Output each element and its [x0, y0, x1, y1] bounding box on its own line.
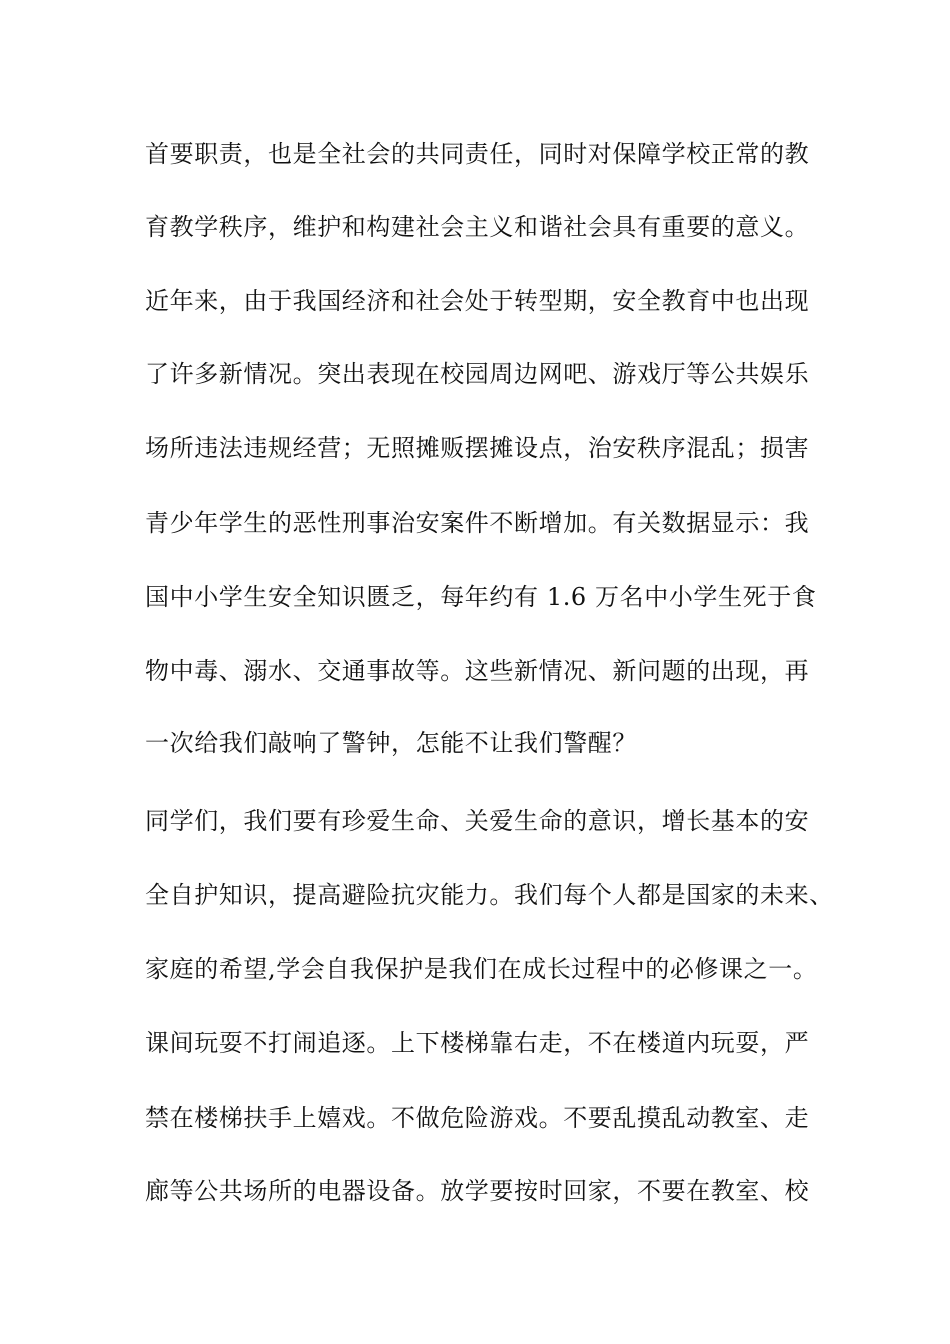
text-line-14: 禁在楼梯扶手上嬉戏。不做危险游戏。不要乱摸乱动教室、走: [145, 1104, 810, 1132]
text-line-1: 首要职责，也是全社会的共同责任，同时对保障学校正常的教: [145, 140, 810, 168]
text-line-4: 了许多新情况。突出表现在校园周边网吧、游戏厅等公共娱乐: [145, 360, 810, 388]
text-line-6: 青少年学生的恶性刑事治安案件不断增加。有关数据显示：我: [145, 509, 810, 537]
text-line-11: 全自护知识，提高避险抗灾能力。我们每个人都是国家的未来、: [145, 881, 834, 909]
text-line-3: 近年来，由于我国经济和社会处于转型期，安全教育中也出现: [145, 287, 810, 315]
text-line-12: 家庭的希望,学会自我保护是我们在成长过程中的必修课之一。: [145, 955, 818, 983]
text-line-10: 同学们，我们要有珍爱生命、关爱生命的意识，增长基本的安: [145, 807, 810, 835]
text-line-13: 课间玩耍不打闹追逐。上下楼梯靠右走，不在楼道内玩耍，严: [145, 1029, 810, 1057]
text-line-9: 一次给我们敲响了警钟，怎能不让我们警醒？: [145, 729, 637, 757]
text-line-8: 物中毒、溺水、交通事故等。这些新情况、新问题的出现，再: [145, 657, 810, 685]
text-line-7: 国中小学生安全知识匮乏，每年约有 1.6 万名中小学生死于食: [145, 583, 817, 611]
text-line-2: 育教学秩序，维护和构建社会主义和谐社会具有重要的意义。: [145, 213, 810, 241]
text-line-5: 场所违法违规经营；无照摊贩摆摊设点，治安秩序混乱；损害: [145, 434, 810, 462]
text-line-15: 廊等公共场所的电器设备。放学要按时回家，不要在教室、校: [145, 1177, 810, 1205]
